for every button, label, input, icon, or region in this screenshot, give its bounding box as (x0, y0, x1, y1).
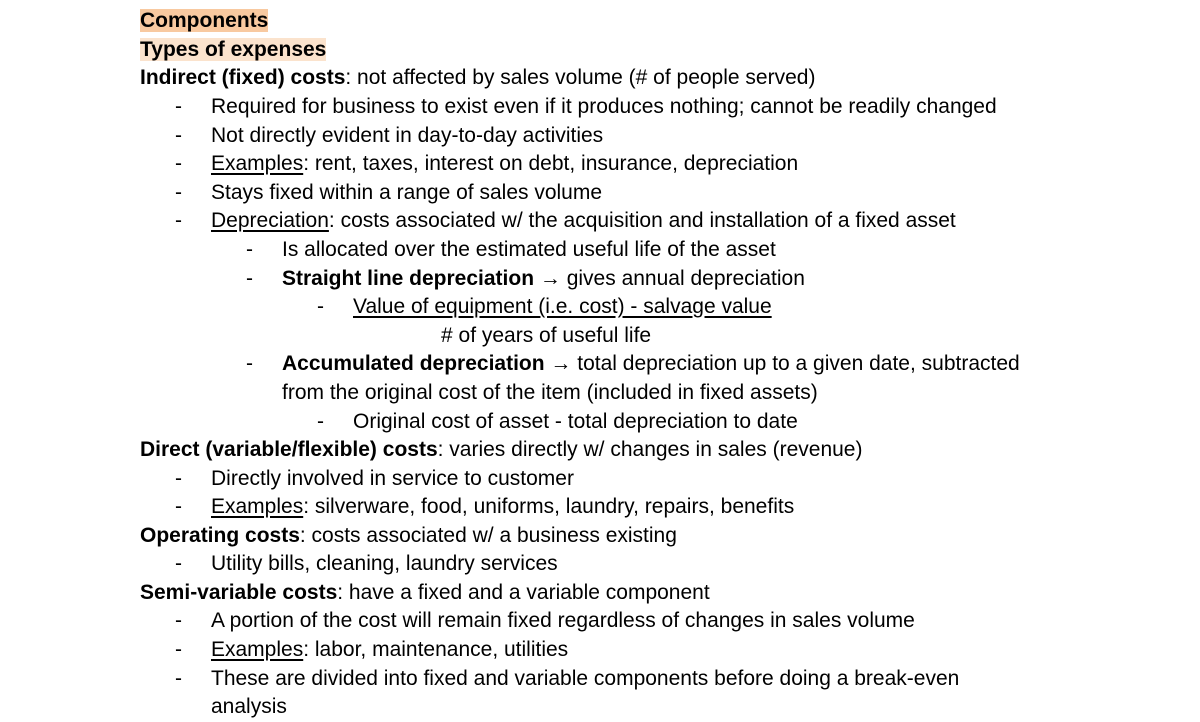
accumulated-depreciation-term: Accumulated depreciation (282, 352, 545, 375)
list-item: These are divided into fixed and variable components before doing a break-even (211, 667, 960, 690)
list-item: Original cost of asset - total depreciation to date (353, 410, 798, 433)
direct-costs-line (140, 438, 862, 462)
list-item (211, 495, 794, 519)
list-item: Is allocated over the estimated useful life of the asset (282, 238, 776, 261)
bullet-dash: - (175, 181, 182, 204)
depreciation-desc: : costs associated w/ the acquisition and installation of a fixed asset (328, 209, 956, 232)
bullet-dash: - (175, 209, 182, 232)
list-item-continuation: analysis (211, 695, 287, 718)
list-item (282, 267, 805, 291)
heading-title (140, 9, 268, 33)
bullet-dash: - (175, 495, 182, 518)
examples-term: Examples (211, 638, 304, 661)
accumulated-depreciation-desc: → total depreciation up to a given date, subtracted (544, 352, 1020, 375)
examples-desc: : rent, taxes, interest on debt, insurance, depreciation (303, 152, 799, 175)
list-item (211, 638, 568, 662)
list-item: Stays fixed within a range of sales volume (211, 181, 603, 204)
list-item-continuation: from the original cost of the item (included in fixed assets) (282, 381, 818, 404)
indirect-costs-desc: : not affected by sales volume (# of people served) (345, 66, 816, 89)
examples-term: Examples (211, 152, 304, 175)
list-item (211, 152, 798, 176)
depreciation-term: Depreciation (211, 209, 329, 232)
heading-subtitle-text: Types of expenses (140, 38, 327, 61)
direct-costs-desc: : varies directly w/ changes in sales (revenue) (437, 438, 863, 461)
list-item: Utility bills, cleaning, laundry services (211, 552, 558, 575)
formula-denominator: # of years of useful life (441, 324, 652, 347)
list-item (282, 352, 1020, 376)
bullet-dash: - (175, 638, 182, 661)
operating-costs-term: Operating costs (140, 524, 300, 547)
bullet-dash: - (175, 467, 182, 490)
list-item: Required for business to exist even if it produces nothing; cannot be readily changed (211, 95, 997, 118)
bullet-dash: - (317, 410, 324, 433)
bullet-dash: - (246, 352, 253, 375)
examples-desc: : labor, maintenance, utilities (303, 638, 569, 661)
indirect-costs-term: Indirect (fixed) costs (140, 66, 346, 89)
indirect-costs-line (140, 66, 815, 90)
operating-costs-line (140, 524, 677, 548)
bullet-dash: - (246, 267, 253, 290)
bullet-dash: - (317, 295, 324, 318)
bullet-dash: - (175, 152, 182, 175)
bullet-dash: - (175, 552, 182, 575)
list-item: Not directly evident in day-to-day activities (211, 124, 604, 147)
semi-variable-costs-term: Semi-variable costs (140, 581, 338, 604)
bullet-dash: - (175, 609, 182, 632)
straight-line-desc: → gives annual depreciation (534, 267, 805, 290)
list-item: A portion of the cost will remain fixed regardless of changes in sales volume (211, 609, 915, 632)
semi-variable-costs-desc: : have a fixed and a variable component (337, 581, 710, 604)
direct-costs-term: Direct (variable/flexible) costs (140, 438, 438, 461)
bullet-dash: - (246, 238, 253, 261)
heading-subtitle (140, 38, 326, 62)
bullet-dash: - (175, 667, 182, 690)
heading-title-text: Components (140, 9, 269, 32)
straight-line-term: Straight line depreciation (282, 267, 535, 290)
examples-desc: : silverware, food, uniforms, laundry, repairs, benefits (303, 495, 795, 518)
list-item (211, 209, 956, 233)
bullet-dash: - (175, 95, 182, 118)
operating-costs-desc: : costs associated w/ a business existing (299, 524, 677, 547)
formula-numerator: Value of equipment (i.e. cost) - salvage value (353, 295, 772, 318)
bullet-dash: - (175, 124, 182, 147)
list-item: Directly involved in service to customer (211, 467, 574, 490)
examples-term: Examples (211, 495, 304, 518)
semi-variable-costs-line (140, 581, 710, 605)
